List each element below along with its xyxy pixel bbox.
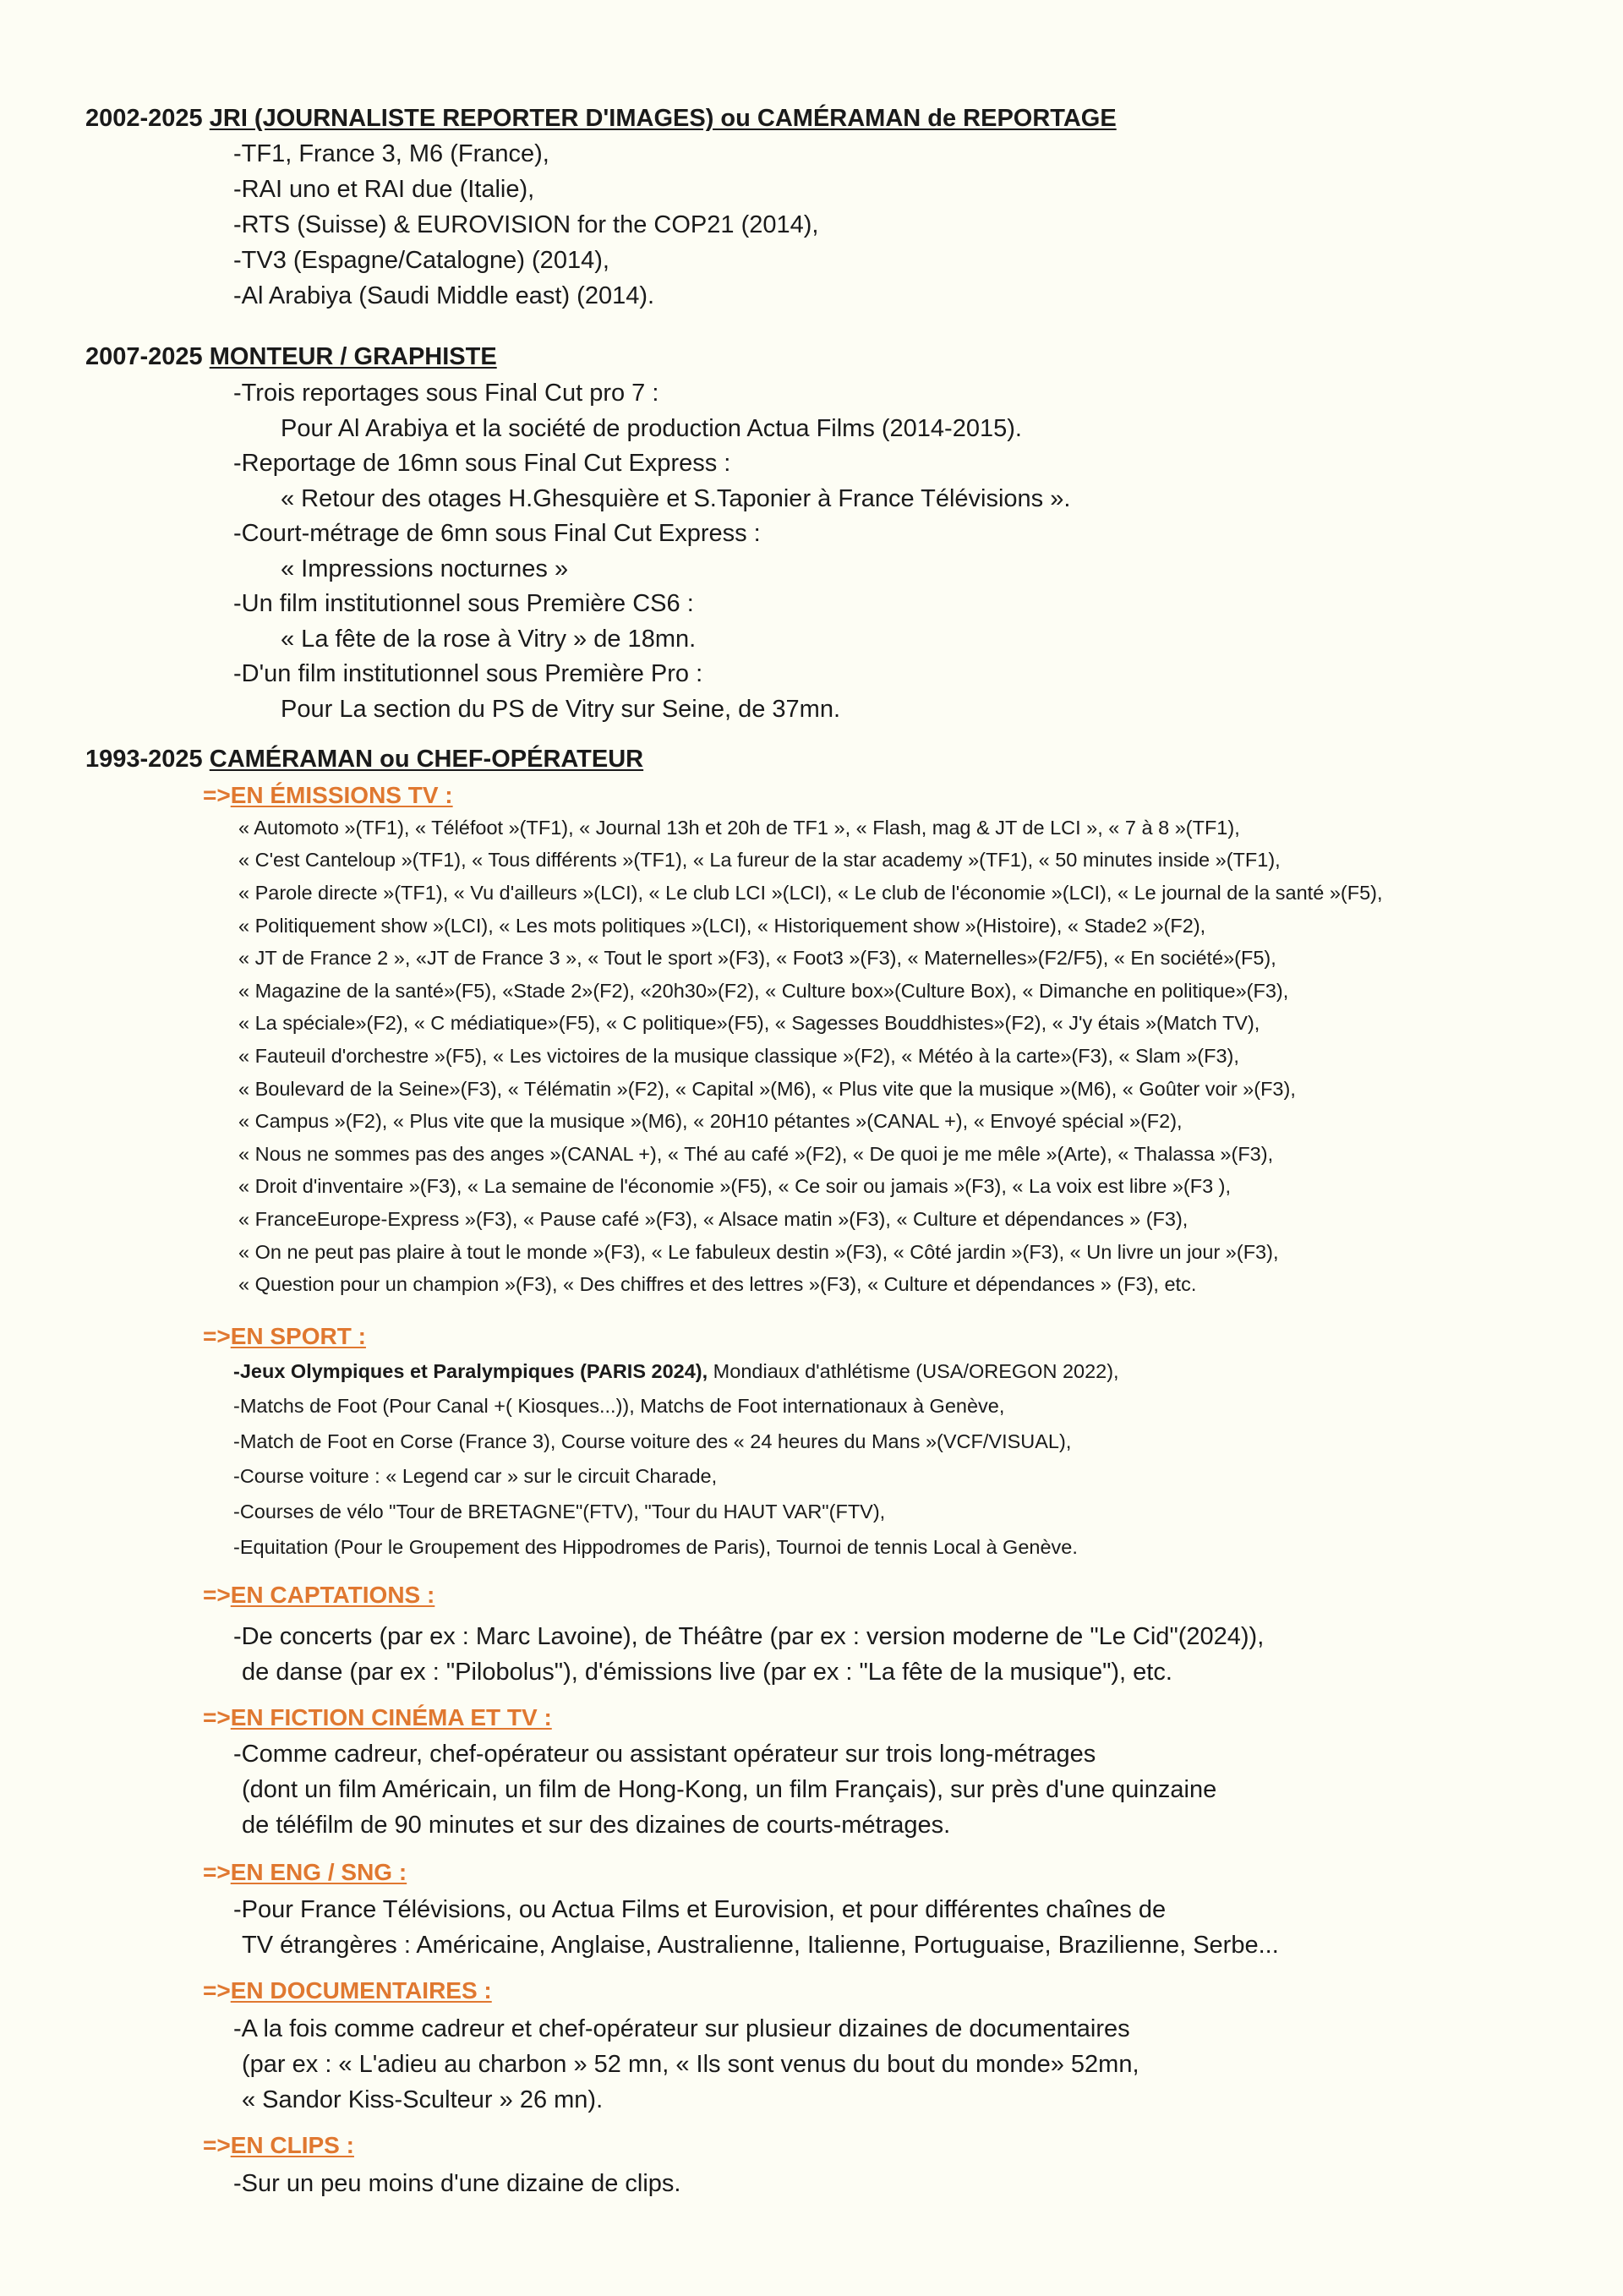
subheading-eng <box>203 1859 407 1886</box>
emission-line: « JT de France 2 », «JT de France 3 », « Tout le sport »(F3), « Foot3 »(F3), « Maternelles»(F2/F5), « En société»(F5), <box>238 947 1276 969</box>
jri-line: -TF1, France 3, M6 (France), <box>233 140 549 167</box>
years-jri: 2002-2025 <box>85 105 203 132</box>
years-monteur: 2007-2025 <box>85 343 203 370</box>
eng-line: TV étrangères : Américaine, Anglaise, Australienne, Italienne, Portuguaise, Brazilienne, Serbe... <box>242 1932 1279 1959</box>
captations-line: de danse (par ex : "Pilobolus"), d'émissions live (par ex : "La fête de la musique"), etc. <box>242 1659 1172 1686</box>
jri-line: -RTS (Suisse) & EUROVISION for the COP21 (2014), <box>233 211 819 238</box>
subheading-captations <box>203 1582 434 1609</box>
fiction-line: -Comme cadreur, chef-opérateur ou assistant opérateur sur trois long-métrages <box>233 1741 1096 1768</box>
monteur-line: -D'un film institutionnel sous Première Pro : <box>233 660 703 687</box>
emission-line: « FranceEurope-Express »(F3), « Pause café »(F3), « Alsace matin »(F3), « Culture et dépendances » (F3), <box>238 1208 1189 1230</box>
jri-line: -RAI uno et RAI due (Italie), <box>233 176 535 203</box>
subheading-label: EN ÉMISSIONS TV : <box>230 782 453 808</box>
subheading-sport <box>203 1323 366 1350</box>
sport-line: -Match de Foot en Corse (France 3), Course voiture des « 24 heures du Mans »(VCF/VISUAL), <box>233 1430 1072 1452</box>
emission-line: « Automoto »(TF1), « Téléfoot »(TF1), « Journal 13h et 20h de TF1 », « Flash, mag & JT de LCI », « 7 à 8 »(TF1), <box>238 817 1240 839</box>
arrow: => <box>203 2132 231 2158</box>
emission-line: « La spéciale»(F2), « C médiatique»(F5), « C politique»(F5), « Sagesses Bouddhistes»(F2), « J'y étais »(Match TV), <box>238 1012 1260 1034</box>
title-jri: JRI (JOURNALISTE REPORTER D'IMAGES) ou CAMÉRAMAN de REPORTAGE <box>209 105 1117 132</box>
sport-line <box>233 1360 1119 1383</box>
emission-line: « Question pour un champion »(F3), « Des chiffres et des lettres »(F3), « Culture et dépendances » (F3), etc. <box>238 1273 1197 1295</box>
subheading-label: EN CLIPS : <box>230 2132 354 2158</box>
title-monteur: MONTEUR / GRAPHISTE <box>209 343 497 370</box>
arrow: => <box>203 1323 231 1349</box>
monteur-line: -Court-métrage de 6mn sous Final Cut Express : <box>233 520 761 547</box>
subheading-emissions <box>203 782 453 809</box>
documentaires-line: -A la fois comme cadreur et chef-opérateur sur plusieur dizaines de documentaires <box>233 2015 1130 2042</box>
sport-line-bold: -Jeux Olympiques et Paralympiques (PARIS 2024), <box>233 1360 708 1382</box>
emission-line: « Magazine de la santé»(F5), «Stade 2»(F2), «20h30»(F2), « Culture box»(Culture Box), « Dimanche en politique»(F3), <box>238 980 1289 1002</box>
emission-line: « Parole directe »(TF1), « Vu d'ailleurs »(LCI), « Le club LCI »(LCI), « Le club de l'économie »(LCI), « Le journal de la santé »(F5), <box>238 882 1383 904</box>
documentaires-line: (par ex : « L'adieu au charbon » 52 mn, « Ils sont venus du bout du monde» 52mn, <box>242 2051 1139 2078</box>
monteur-detail: « Impressions nocturnes » <box>281 555 569 582</box>
monteur-detail: « La fête de la rose à Vitry » de 18mn. <box>281 626 697 653</box>
sport-line: -Courses de vélo "Tour de BRETAGNE"(FTV), "Tour du HAUT VAR"(FTV), <box>233 1501 886 1522</box>
subheading-fiction <box>203 1704 552 1731</box>
clips-line: -Sur un peu moins d'une dizaine de clips. <box>233 2170 681 2197</box>
emission-line: « On ne peut pas plaire à tout le monde »(F3), « Le fabuleux destin »(F3), « Côté jardin »(F3), « Un livre un jour »(F3), <box>238 1241 1279 1263</box>
sport-line-rest: Mondiaux d'athlétisme (USA/OREGON 2022), <box>708 1360 1119 1382</box>
emission-line: « Nous ne sommes pas des anges »(CANAL +), « Thé au café »(F2), « De quoi je me mêle »(Arte), « Thalassa »(F3), <box>238 1143 1274 1165</box>
fiction-line: de téléfilm de 90 minutes et sur des dizaines de courts-métrages. <box>242 1812 951 1839</box>
emission-line: « C'est Canteloup »(TF1), « Tous différents »(TF1), « La fureur de la star academy »(TF1), « 50 minutes inside »(TF1), <box>238 849 1281 871</box>
years-cameraman: 1993-2025 <box>85 746 203 773</box>
arrow: => <box>203 782 231 808</box>
jri-line: -TV3 (Espagne/Catalogne) (2014), <box>233 247 609 274</box>
monteur-line: -Un film institutionnel sous Première CS6 : <box>233 590 694 617</box>
sport-line: -Matchs de Foot (Pour Canal +( Kiosques...)), Matchs de Foot internationaux à Genève, <box>233 1395 1005 1417</box>
emission-line: « Politiquement show »(LCI), « Les mots politiques »(LCI), « Historiquement show »(Histoire), « Stade2 »(F2), <box>238 915 1206 937</box>
monteur-line: -Reportage de 16mn sous Final Cut Express : <box>233 450 731 477</box>
subheading-label: EN SPORT : <box>230 1323 366 1349</box>
arrow: => <box>203 1977 231 2004</box>
sport-line: -Course voiture : « Legend car » sur le circuit Charade, <box>233 1465 718 1487</box>
monteur-detail: Pour Al Arabiya et la société de production Actua Films (2014-2015). <box>281 415 1022 442</box>
subheading-label: EN ENG / SNG : <box>230 1859 407 1885</box>
jri-line: -Al Arabiya (Saudi Middle east) (2014). <box>233 282 655 309</box>
emission-line: « Droit d'inventaire »(F3), « La semaine de l'économie »(F5), « Ce soir ou jamais »(F3), « La voix est libre »(F3 ), <box>238 1175 1232 1197</box>
arrow: => <box>203 1704 231 1730</box>
emission-line: « Campus »(F2), « Plus vite que la musique »(M6), « 20H10 pétantes »(CANAL +), « Envoyé spécial »(F2), <box>238 1110 1183 1132</box>
sport-line: -Equitation (Pour le Groupement des Hippodromes de Paris), Tournoi de tennis Local à Genève. <box>233 1536 1078 1558</box>
emission-line: « Boulevard de la Seine»(F3), « Télématin »(F2), « Capital »(M6), « Plus vite que la musique »(M6), « Goûter voir »(F3), <box>238 1078 1296 1100</box>
arrow: => <box>203 1582 231 1608</box>
monteur-detail: Pour La section du PS de Vitry sur Seine, de 37mn. <box>281 696 841 723</box>
emission-line: « Fauteuil d'orchestre »(F5), « Les victoires de la musique classique »(F2), « Météo à la carte»(F3), « Slam »(F3), <box>238 1045 1239 1067</box>
subheading-documentaires <box>203 1977 492 2004</box>
section-heading-jri <box>85 105 1117 133</box>
captations-line: -De concerts (par ex : Marc Lavoine), de Théâtre (par ex : version moderne de "Le Cid"(2024)), <box>233 1623 1265 1650</box>
subheading-label: EN CAPTATIONS : <box>230 1582 435 1608</box>
title-cameraman: CAMÉRAMAN ou CHEF-OPÉRATEUR <box>209 746 644 773</box>
documentaires-line: « Sandor Kiss-Sculteur » 26 mn). <box>242 2086 604 2113</box>
arrow: => <box>203 1859 231 1885</box>
monteur-detail: « Retour des otages H.Ghesquière et S.Taponier à France Télévisions ». <box>281 485 1071 512</box>
eng-line: -Pour France Télévisions, ou Actua Films et Eurovision, et pour différentes chaînes de <box>233 1896 1167 1923</box>
section-heading-monteur <box>85 343 497 371</box>
subheading-label: EN FICTION CINÉMA ET TV : <box>230 1704 552 1730</box>
subheading-clips <box>203 2132 354 2159</box>
section-heading-cameraman <box>85 746 643 774</box>
subheading-label: EN DOCUMENTAIRES : <box>230 1977 492 2004</box>
monteur-line: -Trois reportages sous Final Cut pro 7 : <box>233 380 659 407</box>
fiction-line: (dont un film Américain, un film de Hong-Kong, un film Français), sur près d'une quinzaine <box>242 1776 1217 1803</box>
